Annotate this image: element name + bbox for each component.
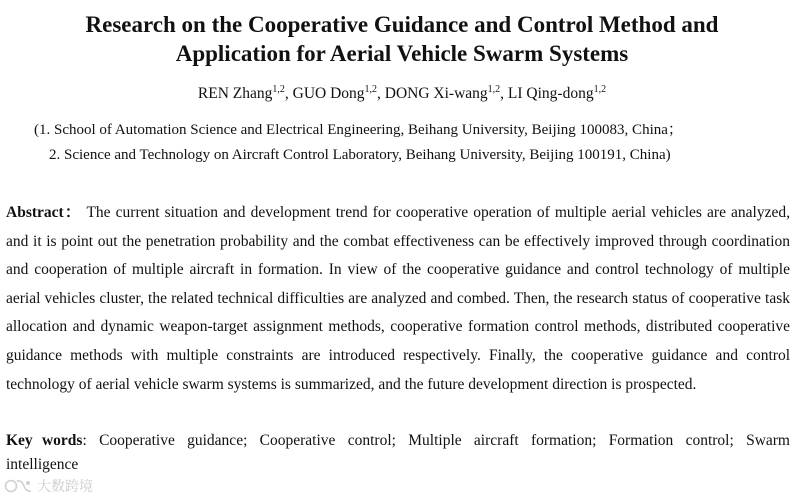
keywords-label: Key words — [6, 432, 83, 449]
keywords-section — [6, 429, 790, 477]
title-line-1: Research on the Cooperative Guidance and Control Method and — [85, 12, 719, 37]
author-affiliation-mark: 1,2 — [487, 84, 501, 95]
author-separator: , — [500, 85, 508, 102]
author-list — [0, 84, 804, 104]
author-name: DONG Xi-wang — [384, 85, 488, 102]
author-affiliation-mark: 1,2 — [593, 84, 607, 95]
title-line-2: Application for Aerial Vehicle Swarm Systems — [175, 41, 629, 66]
author-name: GUO Dong — [292, 85, 365, 102]
author-affiliation-mark: 1,2 — [364, 84, 378, 95]
abstract-section — [6, 199, 790, 399]
author-separator: , — [377, 85, 385, 102]
author-separator: , — [284, 85, 293, 102]
affiliation-line-1: (1. School of Automation Science and Electrical Engineering, Beihang University, Beijing 100083, China； — [34, 122, 683, 138]
paper-title — [20, 10, 784, 68]
abstract-label: Abstract： — [6, 204, 82, 221]
keywords-text: : Cooperative guidance; Cooperative control; Multiple aircraft formation; Formation control; Swarm intelligence — [6, 432, 790, 473]
logo-icon — [4, 478, 34, 494]
abstract-text: The current situation and development trend for cooperative operation of multiple aerial vehicles are analyzed, and it is point out the penetration probability and the combat effectiveness can be effectively improved through coordination and cooperation of multiple aircraft in formation. In view of the cooperative guidance and control technology of multiple aerial vehicles cluster, the related technical difficulties are analyzed and combed. Then, the research status of cooperative task allocation and dynamic weapon-target assignment methods, cooperative formation control methods, distributed cooperative guidance methods with multiple constraints are introduced respectively. Finally, the cooperative guidance and control technology of aerial vehicle swarm systems is summarized, and the future development direction is prospected. — [6, 204, 790, 393]
author-affiliation-mark: 1,2 — [272, 84, 285, 95]
author-name: REN Zhang — [197, 85, 273, 102]
affiliation-line-2: 2. Science and Technology on Aircraft Control Laboratory, Beihang University, Beijing 100191, China) — [49, 147, 671, 163]
watermark — [4, 476, 93, 496]
watermark-text: 大数跨境 — [37, 479, 93, 495]
author-name: LI Qing-dong — [507, 85, 594, 102]
